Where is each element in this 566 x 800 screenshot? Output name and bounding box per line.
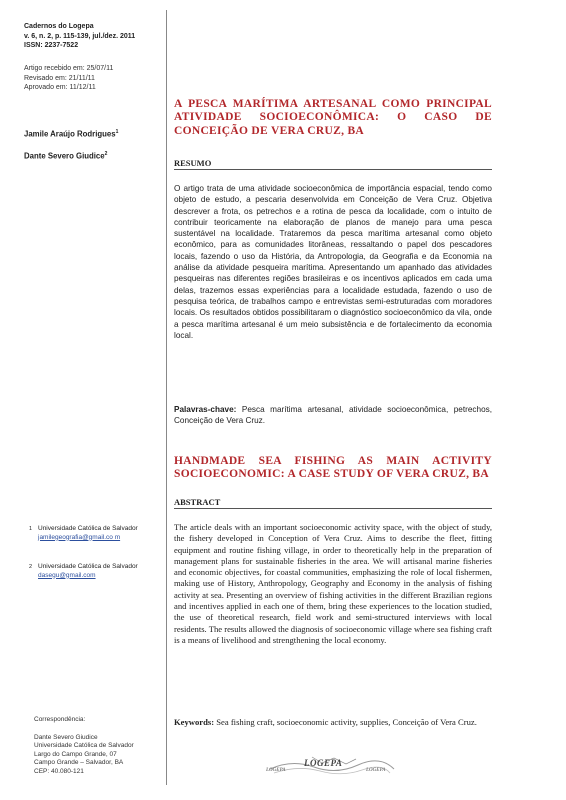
- correspondence-line: Campo Grande – Salvador, BA: [34, 759, 124, 767]
- date-received: Artigo recebido em: 25/07/11: [24, 65, 114, 72]
- logo-left: LOGEPA: [266, 768, 286, 773]
- logo-right: LOGEPA: [366, 768, 386, 773]
- correspondence: [34, 716, 134, 777]
- abstract-heading: ABSTRACT: [174, 497, 221, 507]
- title-pt: A PESCA MARÍTIMA ARTESANAL COMO PRINCIPAL ATIVIDADE SOCIOECONÔMICA: O CASO DE CONCEIÇÃO DE VERA CRUZ, BA: [174, 98, 492, 137]
- logo-main: LOGEPA: [304, 758, 343, 768]
- article-dates: [24, 64, 113, 93]
- title-en: HANDMADE SEA FISHING AS MAIN ACTIVITY SOCIOECONOMIC: A CASE STUDY OF VERA CRUZ, BA: [174, 455, 492, 481]
- journal-issue: v. 6, n. 2, p. 115-139, jul./dez. 2011: [24, 32, 136, 40]
- author-2: [24, 151, 107, 161]
- abstract-rule: [174, 508, 492, 509]
- footnote-2: [29, 563, 166, 580]
- correspondence-label: Correspondência:: [34, 716, 86, 723]
- author-2-name: Dante Severo Giudice: [24, 151, 105, 161]
- date-revised: Revisado em: 21/11/11: [24, 74, 95, 82]
- resumo-keywords-text: Pesca marítima artesanal, atividade socioeconômica, petrechos, Conceição de Vera Cruz.: [174, 405, 492, 426]
- abstract-text: The article deals with an important socioeconomic activity space, with the object of study, the fishery developed in Conception of Vera Cruz. Aims to describe the fleet, fitting equipment and routine fishing village, in order to theoretically help in the preparation of management plans for sustainable fisheries in the area. We will artisanal marine fisheries and economic objectives, for coastal communities, emphasizing the role of local fishermen, making use of History, Anthropology, Geography and Economy in the analysis of fishing activity at sea. Presenting an overview of fishing activities in the different Brazilian regions and incentives applied in each one of them, bring these experiences to the location studied, the use of theoretical research, field work and semi-structured interviews with local residents. The results allowed the diagnosis of socioeconomic village where sea fishing craft is a means of livelihood and strengthening the local economy.: [174, 522, 492, 645]
- author-2-mark: 2: [104, 151, 108, 157]
- author-1: [24, 129, 118, 139]
- footnote-2-affiliation: Universidade Católica de Salvador: [38, 563, 138, 570]
- author-1-mark: 1: [115, 129, 119, 135]
- correspondence-line: Universidade Católica de Salvador: [34, 742, 134, 750]
- column-divider: [166, 10, 167, 785]
- journal-issn: ISSN: 2237-7522: [24, 42, 79, 50]
- abstract-keywords: [174, 717, 492, 728]
- resumo-rule: [174, 169, 492, 170]
- footnote-2-num: 2: [29, 564, 33, 570]
- footnote-1-email[interactable]: jamilegeografia@gmail.co m: [38, 533, 121, 541]
- correspondence-line: Dante Severo Giudice: [34, 733, 98, 741]
- journal-info: [24, 22, 164, 51]
- footnote-1-affiliation: Universidade Católica de Salvador: [38, 525, 138, 532]
- footnote-1: [29, 525, 166, 542]
- correspondence-line: Largo do Campo Grande, 07: [34, 750, 117, 758]
- logepa-logo: [262, 755, 402, 785]
- abstract-keywords-label: Keywords:: [174, 717, 215, 727]
- footnote-1-num: 1: [29, 526, 33, 532]
- footnote-2-email[interactable]: dasegu@gmail.com: [38, 571, 96, 579]
- resumo-keywords-label: Palavras-chave:: [174, 405, 237, 414]
- correspondence-line: CEP: 40.080-121: [34, 767, 84, 775]
- author-1-name: Jamile Araújo Rodrigues: [24, 129, 116, 139]
- abstract-keywords-text: Sea fishing craft, socioeconomic activity, supplies, Conceição of Vera Cruz.: [216, 717, 477, 727]
- journal-name: Cadernos do Logepa: [24, 23, 94, 30]
- date-approved: Aprovado em: 11/12/11: [24, 84, 96, 91]
- resumo-heading: RESUMO: [174, 158, 212, 168]
- resumo-text: O artigo trata de uma atividade socioeconômica de importância espacial, tendo como objeto de estudo, a pescaria desenvolvida em Conceição de Vera Cruz. Objetiva descrever a frota, os petrechos e a rotina de pesca da localidade, com o intuito de contribuir teoricamente na elaboração de planos de manejo para uma pesca sustentável na localidade. Trataremos da pesca marítima artesanal como objeto econômico, para as comunidades litorâneas, ressaltando o papel dos pescadores locais, fazendo o uso da História, da Antropologia, da Geografia e da Economia na análise da atividade pesqueira marítima. Apresentando um apanhado das atividades pesqueiras nas diferentes regiões brasileiras e os incentivos aplicados em cada uma delas, trazemos essas experiências para a localidade estudada, fazendo o uso de pesquisa teórica, de trabalhos campo e entrevistas semi-estruturadas com moradores locais. Os resultados obtidos possibilitaram o diagnóstico socioeconômico da vila, onde a pesca marítima artesanal é um meio subsistência e de fortalecimento da economia local.: [174, 184, 492, 340]
- resumo-keywords: [174, 404, 492, 427]
